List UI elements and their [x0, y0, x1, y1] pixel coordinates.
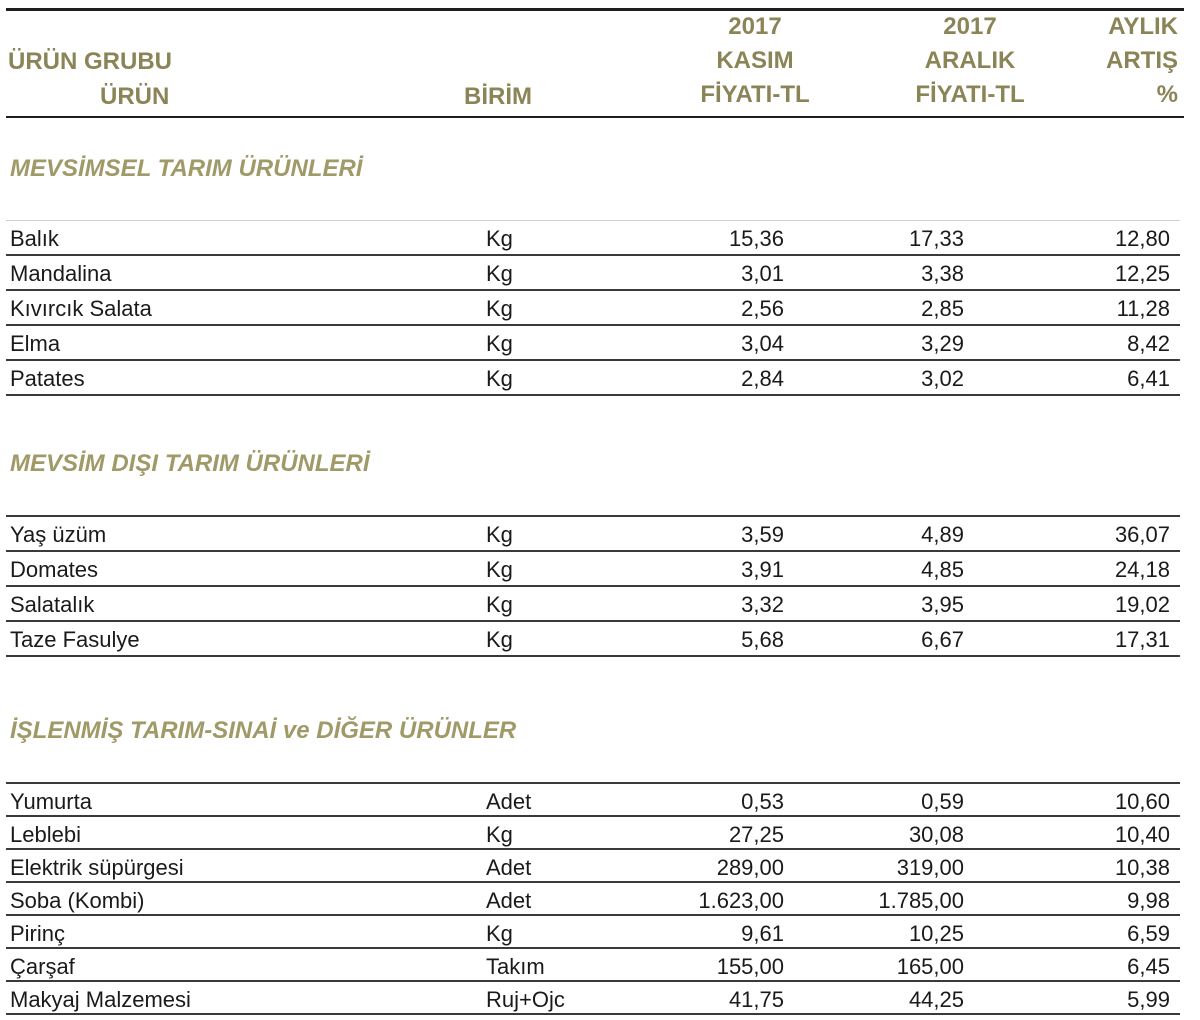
monthly-change: 10,38 — [1114, 855, 1170, 880]
product-name: Pirinç — [10, 921, 66, 946]
monthly-change: 6,59 — [1127, 921, 1170, 946]
monthly-change: 6,41 — [1127, 366, 1170, 391]
table-row — [6, 850, 1180, 883]
price-november: 41,75 — [728, 987, 784, 1012]
price-november: 1.623,00 — [698, 888, 784, 913]
table-row — [6, 291, 1180, 326]
product-name: Çarşaf — [10, 954, 75, 979]
header-change-line2: ARTIŞ — [1106, 47, 1178, 74]
section-rows-off-season — [6, 515, 1180, 657]
price-november: 3,59 — [741, 522, 784, 547]
monthly-change: 19,02 — [1114, 592, 1170, 617]
product-name: Kıvırcık Salata — [10, 296, 152, 321]
price-november: 9,61 — [741, 921, 784, 946]
product-unit: Kg — [486, 296, 513, 321]
price-december: 165,00 — [896, 954, 964, 979]
section-rows-processed — [6, 782, 1180, 1015]
product-unit: Kg — [486, 226, 513, 251]
monthly-change: 12,25 — [1114, 261, 1170, 286]
header-november-label: FİYATI-TL — [700, 81, 810, 108]
price-november: 3,32 — [741, 592, 784, 617]
monthly-change: 10,40 — [1114, 822, 1170, 847]
header-unit: BİRİM — [464, 83, 532, 110]
price-november: 289,00 — [716, 855, 784, 880]
table-row — [6, 982, 1180, 1015]
header-border — [6, 116, 1184, 118]
price-november: 2,56 — [741, 296, 784, 321]
product-name: Patates — [10, 366, 85, 391]
product-unit: Kg — [486, 522, 513, 547]
monthly-change: 17,31 — [1114, 627, 1170, 652]
product-unit: Adet — [486, 789, 532, 814]
product-name: Elma — [10, 331, 61, 356]
section-title-seasonal: MEVSİMSEL TARIM ÜRÜNLERİ — [10, 155, 363, 182]
price-december: 17,33 — [908, 226, 964, 251]
price-december: 3,29 — [921, 331, 964, 356]
product-unit: Kg — [486, 331, 513, 356]
header-product-group: ÜRÜN GRUBU — [8, 48, 172, 75]
price-december: 30,08 — [908, 822, 964, 847]
price-december: 44,25 — [908, 987, 964, 1012]
table-row — [6, 221, 1180, 256]
price-november: 3,01 — [741, 261, 784, 286]
monthly-change: 9,98 — [1127, 888, 1170, 913]
product-name: Mandalina — [10, 261, 112, 286]
price-december: 1.785,00 — [878, 888, 964, 913]
product-unit: Kg — [486, 627, 513, 652]
product-unit: Kg — [486, 592, 513, 617]
product-name: Domates — [10, 557, 99, 582]
price-december: 3,38 — [921, 261, 964, 286]
table-row — [6, 256, 1180, 291]
price-november: 155,00 — [716, 954, 784, 979]
price-november: 5,68 — [741, 627, 784, 652]
price-december: 4,89 — [921, 522, 964, 547]
monthly-change: 6,45 — [1127, 954, 1170, 979]
product-name: Yumurta — [10, 789, 92, 814]
product-name: Salatalık — [10, 592, 95, 617]
price-december: 319,00 — [896, 855, 964, 880]
product-unit: Kg — [486, 366, 513, 391]
monthly-change: 11,28 — [1116, 296, 1170, 321]
monthly-change: 12,80 — [1114, 226, 1170, 251]
table-row — [6, 361, 1180, 396]
header-december-price — [905, 10, 1035, 112]
price-november: 0,53 — [741, 789, 784, 814]
price-december: 10,25 — [908, 921, 964, 946]
header-december-label: FİYATI-TL — [915, 81, 1025, 108]
table-row — [6, 784, 1180, 817]
product-name: Yaş üzüm — [10, 522, 107, 547]
table-row — [6, 517, 1180, 552]
table-row — [6, 883, 1180, 916]
monthly-change: 24,18 — [1114, 557, 1170, 582]
price-december: 0,59 — [921, 789, 964, 814]
price-november: 3,04 — [741, 331, 784, 356]
product-unit: Kg — [486, 557, 513, 582]
section-title-processed: İŞLENMİŞ TARIM-SINAİ ve DİĞER ÜRÜNLER — [10, 717, 517, 744]
header-change-line1: AYLIK — [1108, 13, 1178, 40]
header-november-month: KASIM — [716, 47, 794, 74]
price-december: 4,85 — [921, 557, 964, 582]
product-unit: Kg — [486, 921, 513, 946]
product-name: Taze Fasulye — [10, 627, 140, 652]
section-rows-seasonal — [6, 221, 1180, 396]
price-december: 3,95 — [921, 592, 964, 617]
price-november: 15,36 — [728, 226, 784, 251]
monthly-change: 8,42 — [1127, 331, 1170, 356]
monthly-change: 36,07 — [1114, 522, 1170, 547]
product-name: Soba (Kombi) — [10, 888, 145, 913]
table-row — [6, 587, 1180, 622]
table-row — [6, 949, 1180, 982]
product-name: Elektrik süpürgesi — [10, 855, 184, 880]
product-name: Makyaj Malzemesi — [10, 987, 191, 1012]
price-november: 3,91 — [741, 557, 784, 582]
table-row — [6, 622, 1180, 657]
price-november: 27,25 — [728, 822, 784, 847]
table-row — [6, 817, 1180, 850]
product-unit: Ruj+Ojc — [486, 987, 565, 1012]
monthly-change: 5,99 — [1127, 987, 1170, 1012]
product-name: Balık — [10, 226, 59, 251]
table-row — [6, 326, 1180, 361]
price-december: 3,02 — [921, 366, 964, 391]
header-november-year: 2017 — [728, 13, 782, 40]
price-november: 2,84 — [741, 366, 784, 391]
price-december: 2,85 — [921, 296, 964, 321]
header-monthly-change — [1050, 10, 1178, 112]
header-december-year: 2017 — [943, 13, 997, 40]
price-december: 6,67 — [921, 627, 964, 652]
section-title-off-season: MEVSİM DIŞI TARIM ÜRÜNLERİ — [10, 450, 370, 477]
product-name: Leblebi — [10, 822, 81, 847]
product-unit: Kg — [486, 822, 513, 847]
header-product: ÜRÜN — [100, 83, 170, 110]
product-unit: Takım — [486, 954, 545, 979]
table-row — [6, 916, 1180, 949]
product-unit: Adet — [486, 855, 532, 880]
header-november-price — [690, 10, 820, 112]
product-unit: Adet — [486, 888, 532, 913]
header-change-line3: % — [1156, 81, 1178, 108]
table-row — [6, 552, 1180, 587]
header-december-month: ARALIK — [924, 47, 1016, 74]
product-unit: Kg — [486, 261, 513, 286]
monthly-change: 10,60 — [1114, 789, 1170, 814]
